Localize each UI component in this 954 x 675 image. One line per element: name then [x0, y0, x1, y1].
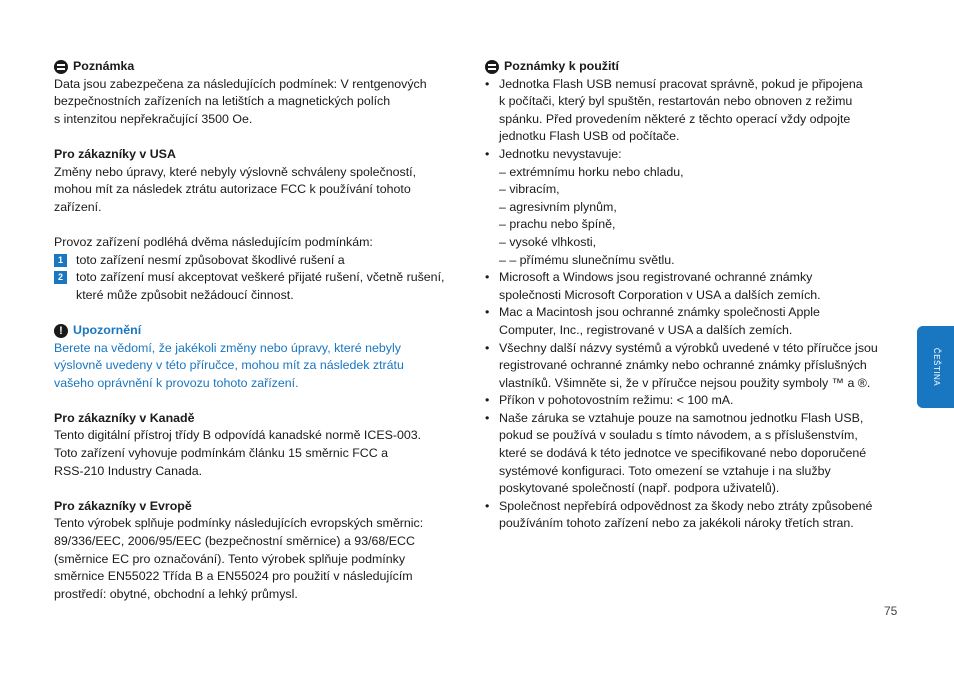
condition-number: 1 — [54, 254, 67, 267]
list-item-line: • Jednotka Flash USB nemusí pracovat správně, pokud je připojena — [499, 76, 863, 91]
list-item-line: • Příkon v pohotovostním režimu: < 100 mA. — [499, 393, 734, 408]
list-item — [485, 410, 903, 498]
canada-heading: Pro zákazníky v Kanadě — [54, 410, 195, 425]
usa-line: zařízení. — [54, 199, 102, 214]
list-item-line: • Společnost nepřebírá odpovědnost za škody nebo ztráty způsobené — [499, 498, 873, 513]
list-item-line: pokud se používá v souladu s tímto návodem, a s příslušenstvím, — [499, 428, 858, 443]
usage-notes-title: Poznámky k použití — [504, 59, 619, 73]
conditions-intro: Provoz zařízení podléhá dvěma následujícím podmínkám: — [54, 234, 373, 249]
warning-icon: ! — [54, 324, 68, 338]
list-item-line: které se dodává k této jednotce ve specifikované nebo doporučené — [499, 446, 867, 461]
list-item-line: registrované ochranné známky nebo ochranné známky příslušných — [499, 358, 867, 373]
list-item — [485, 304, 903, 339]
list-item — [485, 76, 903, 146]
warning-line: výslovně uvedeny v této příručce, mohou mít za následek ztrátu — [54, 358, 404, 373]
condition-text: toto zařízení musí akceptovat veškeré přijaté rušení, včetně rušení, — [76, 270, 445, 285]
europe-line: prostředí: obytné, obchodní a lehký průmysl. — [54, 586, 298, 601]
list-item — [485, 498, 903, 533]
sub-item: – extrémnímu horku nebo chladu, — [499, 164, 684, 179]
note-icon — [485, 60, 499, 74]
list-item — [485, 392, 903, 410]
note-line: bezpečnostních zařízeních na letištích a magnetických polích — [54, 94, 391, 109]
europe-line: směrnice EN55022 Třída B a EN55024 pro použití v následujícím — [54, 569, 413, 584]
sub-item: – – přímému slunečnímu světlu. — [499, 252, 675, 267]
list-item — [485, 269, 903, 304]
list-item-line: systémové konfiguraci. Toto omezení se vztahuje i na služby — [499, 463, 831, 478]
canada-line: Tento digitální přístroj třídy B odpovídá kanadské normě ICES-003. — [54, 428, 422, 443]
list-item-line: spánku. Před provedením některé z těchto operací vždy odpojte — [499, 111, 851, 126]
condition-text: toto zařízení nesmí způsobovat škodlivé rušení a — [76, 252, 345, 267]
usage-notes-heading — [485, 58, 903, 76]
sub-item: – prachu nebo špíně, — [499, 217, 616, 232]
list-item-line: poskytované společností (např. podpora uživatelů). — [499, 481, 780, 496]
language-tab-label: ČEŠTINA — [931, 347, 941, 387]
condition-item — [54, 269, 474, 304]
list-item-line: • Naše záruka se vztahuje pouze na samotnou jednotku Flash USB, — [499, 410, 864, 425]
warning-title: Upozornění — [73, 322, 142, 337]
warning-heading — [54, 322, 474, 340]
europe-line: 89/336/EEC, 2006/95/EEC (bezpečnostní směrnice) a 93/68/ECC — [54, 534, 415, 549]
warning-line: Berete na vědomí, že jakékoli změny nebo úpravy, které nebyly — [54, 340, 401, 355]
usage-notes-list — [485, 76, 903, 533]
canada-line: Toto zařízení vyhovuje podmínkám článku 15 směrnic FCC a — [54, 446, 389, 461]
list-item — [485, 146, 903, 164]
list-item-line: používáním tohoto zařízení nebo za jakékoli nároky třetích stran. — [499, 516, 854, 531]
list-item-line: vlastníků. Všimněte si, že v příručce nejsou použity symboly ™ a ®. — [499, 375, 871, 390]
condition-item — [54, 252, 474, 270]
language-tab — [917, 326, 954, 408]
usa-line: mohou mít za následek ztrátu autorizace FCC k používání tohoto — [54, 182, 411, 197]
list-item-line: společnosti Microsoft Corporation v USA a dalších zemích. — [499, 287, 821, 302]
list-item-line: • Mac a Macintosh jsou ochranné známky společnosti Apple — [499, 305, 820, 320]
right-column — [485, 58, 903, 533]
note-icon — [54, 60, 68, 74]
sub-item: – agresivním plynům, — [499, 199, 617, 214]
europe-line: Tento výrobek splňuje podmínky následujících evropských směrnic: — [54, 516, 424, 531]
condition-text: které může způsobit nežádoucí činnost. — [76, 287, 294, 302]
list-item-line: k počítači, který byl spuštěn, restartován nebo obnoven z režimu — [499, 94, 853, 109]
note-line: Data jsou zabezpečena za následujících podmínek: V rentgenových — [54, 76, 427, 91]
europe-heading: Pro zákazníky v Evropě — [54, 498, 192, 513]
sub-item: – vibracím, — [499, 182, 560, 197]
note-title: Poznámka — [73, 59, 135, 73]
list-item — [485, 340, 903, 393]
usa-heading: Pro zákazníky v USA — [54, 146, 176, 161]
list-item-line: • Všechny další názvy systémů a výrobků uvedené v této příručce jsou — [499, 340, 878, 355]
note-line: s intenzitou nepřekračující 3500 Oe. — [54, 111, 253, 126]
condition-number: 2 — [54, 271, 67, 284]
note-heading — [54, 58, 474, 76]
list-item-line: Computer, Inc., registrované v USA a dalších zemích. — [499, 322, 793, 337]
left-column — [54, 58, 474, 603]
usa-line: Změny nebo úpravy, které nebyly výslovně schváleny společností, — [54, 164, 417, 179]
canada-line: RSS-210 Industry Canada. — [54, 463, 203, 478]
list-item-line: jednotku Flash USB od počítače. — [499, 129, 680, 144]
europe-line: (směrnice EC pro označování). Tento výrobek splňuje podmínky — [54, 551, 406, 566]
sub-item: – vysoké vlhkosti, — [499, 234, 597, 249]
page-number: 75 — [884, 604, 898, 618]
list-item-line: • Jednotku nevystavuje: — [499, 146, 622, 161]
list-item-line: • Microsoft a Windows jsou registrované ochranné známky — [499, 270, 813, 285]
warning-line: vašeho oprávnění k provozu tohoto zařízení. — [54, 375, 299, 390]
